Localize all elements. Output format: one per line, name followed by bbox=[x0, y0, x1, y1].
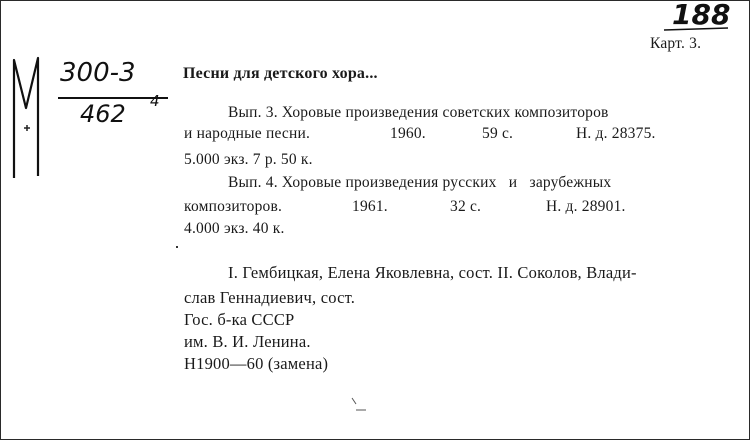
card-title: Песни для детского хора... bbox=[183, 65, 378, 82]
library-name-line-2: им. В. И. Ленина. bbox=[184, 332, 311, 351]
volume-4-pages: 32 с. bbox=[450, 198, 482, 215]
volume-3-year: 1960. bbox=[390, 125, 426, 142]
volume-4-year: 1961. bbox=[352, 198, 388, 215]
volume-3-music-number: Н. д. 28375. bbox=[576, 125, 656, 142]
volume-4-music-number: Н. д. 28901. bbox=[546, 198, 626, 215]
volume-3-line-1: Вып. 3. Хоровые произведения советских композиторов bbox=[228, 104, 609, 121]
card-number: Карт. 3. bbox=[650, 35, 702, 52]
library-name-line-1: Гос. б-ка СССР bbox=[184, 310, 295, 329]
volume-3-line-2a: и народные песни. bbox=[184, 125, 311, 142]
shelfmark-superscript: 4 bbox=[150, 92, 160, 110]
volume-4-line-1: Вып. 4. Хоровые произведения русских и зарубежных bbox=[228, 174, 612, 191]
tracing-line-1: I. Гембицкая, Елена Яковлевна, сост. II. Соколов, Влади- bbox=[228, 263, 637, 282]
shelfmark-top: 300-3 bbox=[60, 58, 136, 88]
volume-3-line-3: 5.000 экз. 7 р. 50 к. bbox=[184, 151, 313, 168]
tick-mark bbox=[352, 398, 356, 404]
volume-4-line-3: 4.000 экз. 40 к. bbox=[184, 220, 285, 237]
m-letter-mark bbox=[14, 58, 38, 178]
volume-3-pages: 59 с. bbox=[482, 125, 514, 142]
volume-4-line-2a: композиторов. bbox=[184, 198, 283, 215]
top-right-number: 188 bbox=[672, 0, 731, 31]
shelfmark-bottom: 462 bbox=[80, 100, 126, 128]
plus-mark bbox=[24, 125, 30, 131]
tracing-line-2: слав Геннадиевич, сост. bbox=[184, 288, 356, 307]
order-number: Н1900—60 (замена) bbox=[184, 354, 329, 373]
